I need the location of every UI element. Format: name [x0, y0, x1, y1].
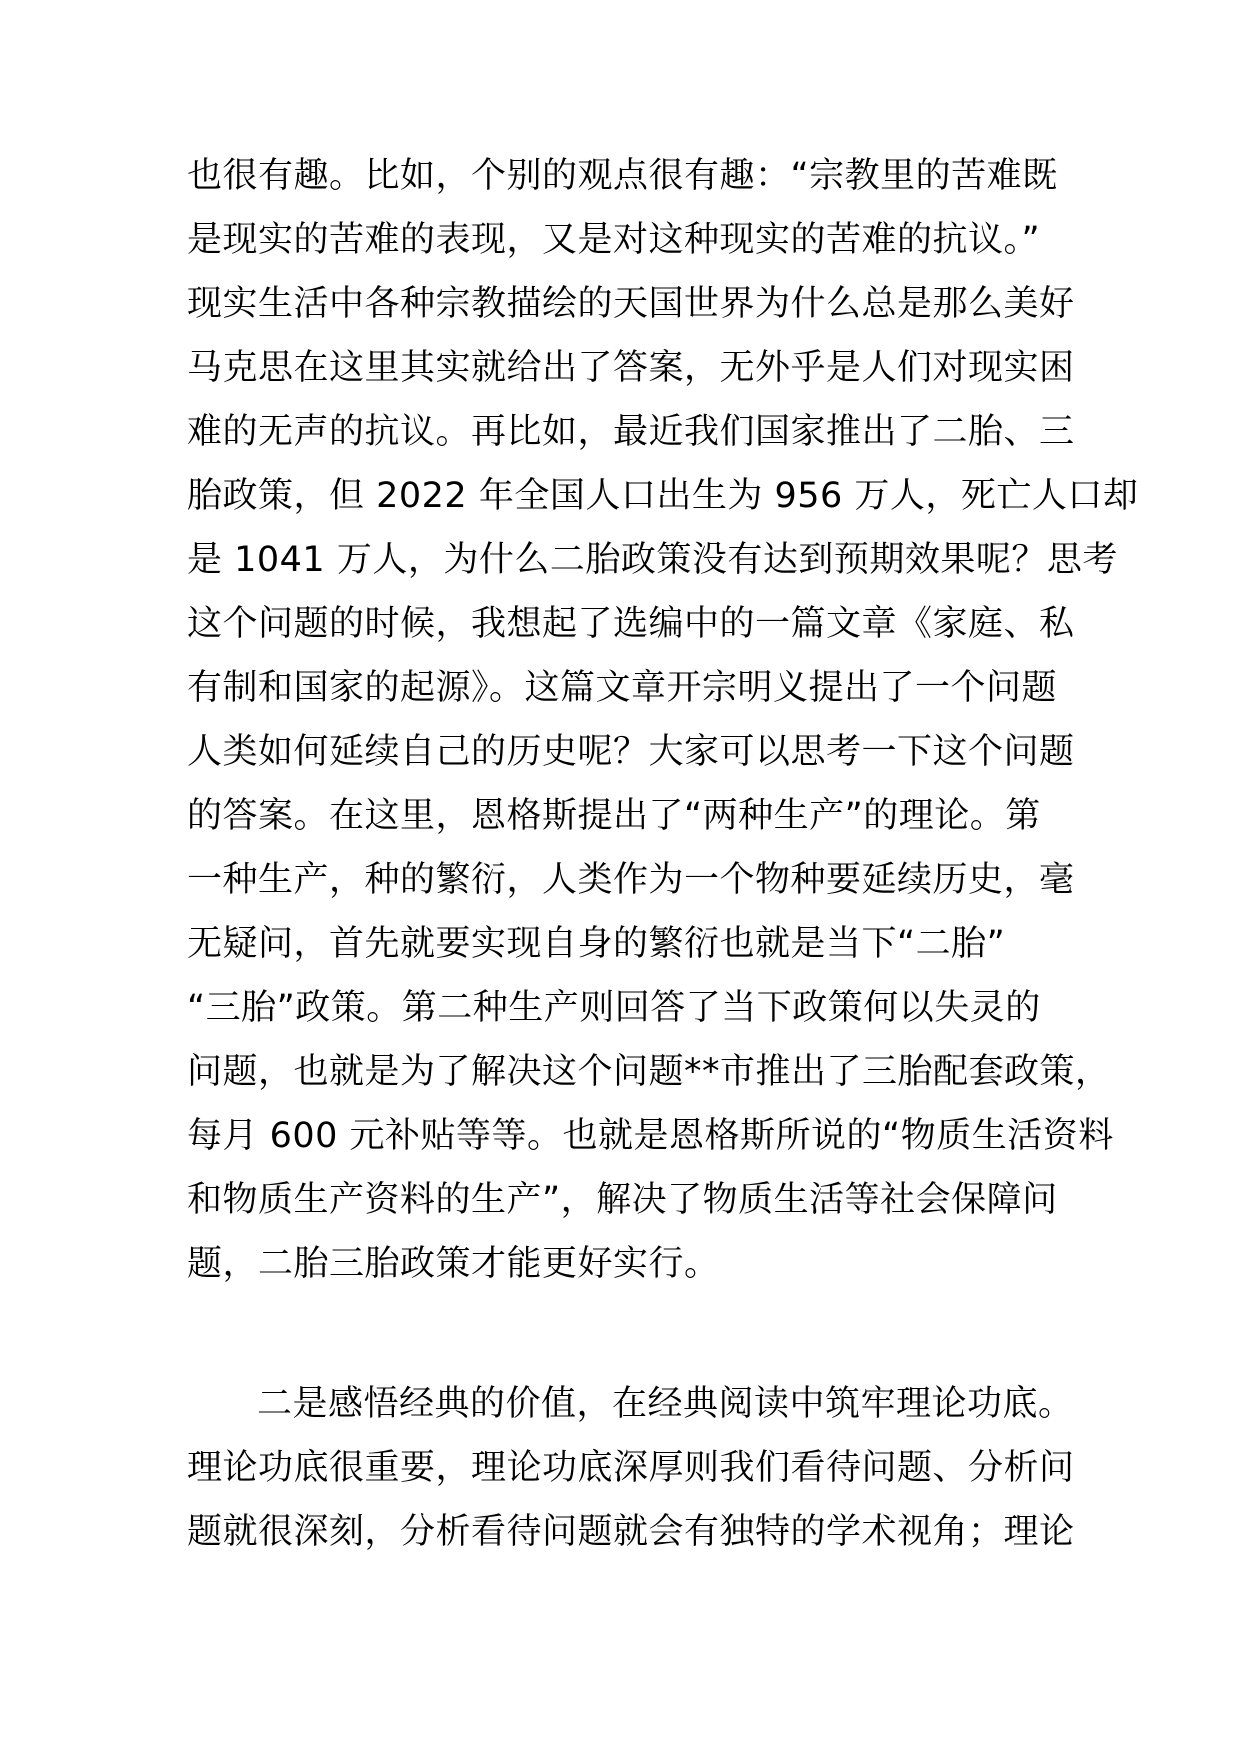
text-line: 也很有趣。比如，个别的观点很有趣：“宗教里的苦难既 — [187, 156, 1058, 196]
text-line: 难的无声的抗议。再比如，最近我们国家推出了二胎、三 — [187, 412, 1075, 452]
text-line: 题，二胎三胎政策才能更好实行。 — [187, 1244, 720, 1284]
text-line: “三胎”政策。第二种生产则回答了当下政策何以失灵的 — [187, 988, 1041, 1028]
text-line: 是现实的苦难的表现，又是对这种现实的苦难的抗议。” — [187, 220, 1041, 260]
text-line: 无疑问，首先就要实现自身的繁衍也就是当下“二胎” — [187, 924, 1006, 964]
text-line: 有制和国家的起源》。这篇文章开宗明义提出了一个问题 — [187, 668, 1058, 708]
text-line: 每月 600 元补贴等等。也就是恩格斯所说的“物质生活资料 — [187, 1116, 1114, 1156]
text-line: 胎政策，但 2022 年全国人口出生为 956 万人，死亡人口却 — [187, 476, 1139, 516]
text-line: 问题，也就是为了解决这个问题**市推出了三胎配套政策， — [187, 1052, 1111, 1092]
text-line: 理论功底很重要，理论功底深厚则我们看待问题、分析问 — [187, 1448, 1075, 1488]
text-line: 一种生产，种的繁衍，人类作为一个物种要延续历史，毫 — [187, 860, 1075, 900]
text-line: 是 1041 万人，为什么二胎政策没有达到预期效果呢？思考 — [187, 540, 1118, 580]
text-line: 这个问题的时候，我想起了选编中的一篇文章《家庭、私 — [187, 604, 1075, 644]
text-line: 现实生活中各种宗教描绘的天国世界为什么总是那么美好 — [187, 284, 1075, 324]
text-line: 的答案。在这里，恩格斯提出了“两种生产”的理论。第 — [187, 796, 1041, 836]
text-line: 马克思在这里其实就给出了答案，无外乎是人们对现实困 — [187, 348, 1075, 388]
text-line: 题就很深刻，分析看待问题就会有独特的学术视角；理论 — [187, 1512, 1075, 1552]
text-line: 人类如何延续自己的历史呢？大家可以思考一下这个问题 — [187, 732, 1075, 772]
text-line: 和物质生产资料的生产”，解决了物质生活等社会保障问 — [187, 1180, 1058, 1220]
paragraph-heading-line: 二是感悟经典的价值，在经典阅读中筑牢理论功底。 — [257, 1384, 1074, 1424]
